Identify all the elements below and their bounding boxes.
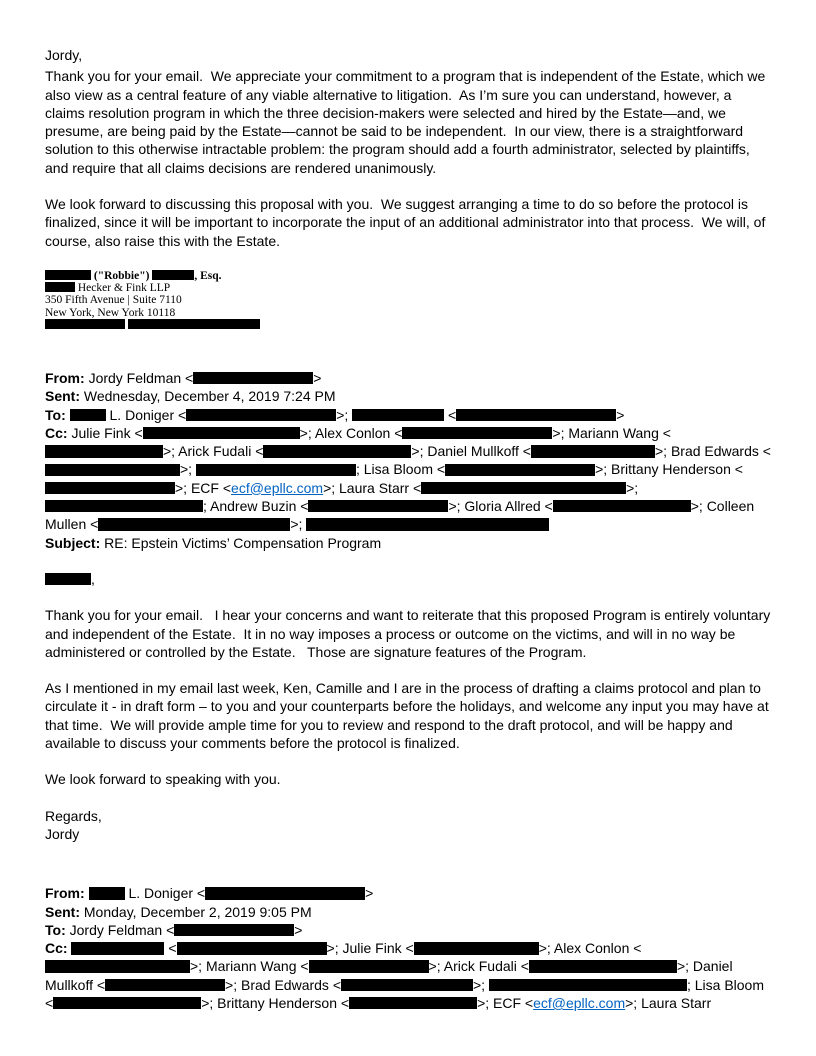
- text-run: >; Mariann Wang <: [190, 958, 309, 975]
- field-label: To:: [45, 921, 70, 938]
- redaction-bar: [152, 270, 194, 280]
- email-header-dec2: [45, 884, 771, 1012]
- redaction-bar: [341, 979, 473, 991]
- text-run: Wednesday, December 4, 2019 7:24 PM: [83, 388, 336, 405]
- redaction-bar: [45, 482, 175, 494]
- text-run: >; Brad Edwards <: [225, 976, 341, 993]
- header-cc-line: [45, 424, 771, 534]
- redaction-bar: [352, 409, 444, 421]
- field-label: Cc:: [45, 424, 72, 441]
- closing: Regards,: [45, 807, 102, 824]
- signature-contact-line: [45, 319, 771, 331]
- signoff: Jordy: [45, 825, 80, 842]
- redaction-bar: [529, 960, 677, 972]
- text-run: >: [294, 921, 303, 938]
- text-run: >; Mariann Wang <: [552, 424, 671, 441]
- redaction-bar: [489, 979, 687, 991]
- signature-firm-line: [45, 282, 771, 294]
- redaction-bar: [193, 372, 313, 384]
- text-run: ; Lisa Bloom <: [45, 976, 768, 1011]
- signature-name-line: [45, 270, 771, 282]
- text-run: >; Laura Starr: [625, 995, 712, 1011]
- header-cc-line: [45, 939, 771, 1012]
- redaction-bar: [45, 319, 125, 329]
- text-run: >;: [626, 479, 643, 496]
- header-subject-line: [45, 534, 771, 552]
- header-sent-line: [45, 387, 771, 405]
- redaction-bar: [445, 464, 595, 476]
- redaction-bar: [308, 500, 448, 512]
- redaction-bar: [71, 942, 164, 954]
- field-label: Subject:: [45, 534, 105, 551]
- text-run: Jordy Feldman <: [88, 369, 194, 386]
- email-header-dec4: [45, 369, 771, 552]
- redaction-bar: [186, 409, 336, 421]
- redaction-bar: [70, 409, 106, 421]
- header-sent-line: [45, 903, 771, 921]
- salutation: [45, 570, 771, 588]
- field-label: From:: [45, 885, 89, 902]
- text-run: >; Julie Fink <: [326, 940, 414, 957]
- redaction-bar: [414, 942, 539, 954]
- text-run: ,: [91, 570, 95, 587]
- redaction-bar: [45, 270, 91, 280]
- redaction-bar: [45, 464, 180, 476]
- paragraph: Thank you for your email. We appreciate your commitment to a program that is independent of the Estate, which we also view as a central feature of any viable alternative to litigation. As I’m sure you can understand, however, a claims resolution program in which the three decision-makers were selected and hired by the Estate—and, we presume, are being paid by the Estate—cannot be said to be independent. In our view, there is a straightforward solution to this otherwise intractable problem: the program should add a fourth administrator, selected by plaintiffs, and require that all claims decisions are rendered unanimously.: [45, 68, 770, 176]
- text-run: >; Gloria Allred <: [448, 498, 553, 515]
- header-from-line: [45, 369, 771, 387]
- redaction-bar: [263, 445, 411, 457]
- paragraph: Thank you for your email. I hear your concerns and want to reiterate that this proposed Program is entirely voluntary and independent of the Estate. It in no way imposes a process or outcome on the victims, and will in no way be administered or controlled by the Estate. Those are signature features of the Program.: [45, 607, 775, 660]
- redaction-bar: [45, 500, 203, 512]
- redaction-bar: [456, 409, 616, 421]
- text-run: >: [616, 406, 625, 423]
- redaction-bar: [143, 427, 300, 439]
- text-run: L. Doniger <: [105, 406, 187, 423]
- text-run: >; Brittany Henderson <: [595, 461, 743, 478]
- text-run: >;: [290, 516, 307, 533]
- redaction-bar: [421, 482, 626, 494]
- text-run: <: [444, 406, 457, 423]
- text-run: >; Daniel Mullkoff <: [411, 443, 531, 460]
- paragraph: We look forward to speaking with you.: [45, 771, 281, 788]
- signature-block: [45, 270, 771, 331]
- redaction-bar: [205, 887, 365, 899]
- redaction-bar: [309, 960, 429, 972]
- text-run: <: [164, 940, 177, 957]
- text-run: >; Alex Conlon <: [538, 940, 642, 957]
- text-run: Jordy Feldman <: [69, 921, 175, 938]
- text-run: >; Laura Starr <: [323, 479, 422, 496]
- redaction-bar: [98, 518, 290, 530]
- field-label: From:: [45, 369, 89, 386]
- redaction-bar: [553, 500, 691, 512]
- salutation: Jordy,: [45, 47, 83, 63]
- redaction-bar: [45, 445, 163, 457]
- text-run: >;: [180, 461, 196, 478]
- field-label: To:: [45, 406, 70, 423]
- text-run: ; Lisa Bloom <: [355, 461, 446, 478]
- redaction-bar: [45, 573, 91, 585]
- redaction-bar: [174, 924, 294, 936]
- text-run: >;: [336, 406, 353, 423]
- text-run: >; ECF <: [175, 479, 232, 496]
- email-body-dec4: [45, 570, 775, 843]
- header-to-line: [45, 921, 771, 939]
- text-run: >; ECF <: [477, 995, 534, 1011]
- text-run: >: [365, 885, 374, 902]
- text-run: >: [313, 369, 322, 386]
- paragraph: We look forward to discussing this proposal with you. We suggest arranging a time to do so before the protocol is finalized, since it will be important to incorporate the input of an additional administrator into that process. We will, of course, also raise this with the Estate.: [45, 196, 770, 249]
- email-link[interactable]: ecf@epllc.com: [231, 479, 324, 496]
- text-run: Monday, December 2, 2019 9:05 PM: [83, 903, 312, 920]
- email-link[interactable]: ecf@epllc.com: [533, 995, 626, 1011]
- redaction-bar: [402, 427, 552, 439]
- redaction-bar: [105, 979, 225, 991]
- header-to-line: [45, 406, 771, 424]
- text-run: ; Andrew Buzin <: [203, 498, 309, 515]
- redaction-bar: [306, 518, 549, 530]
- paragraph: As I mentioned in my email last week, Ken, Camille and I are in the process of drafting a claims protocol and plan to circulate it - in draft form – to you and your counterparts before the holidays, and welcome any input you may have at that time. We will provide ample time for you to review and respond to the draft protocol, and will be happy and available to discuss your comments before the protocol is finalized.: [45, 680, 773, 752]
- redaction-bar: [349, 997, 477, 1009]
- text-run: , Esq.: [194, 269, 222, 282]
- text-run: Julie Fink <: [71, 424, 143, 441]
- header-from-line: [45, 884, 771, 902]
- redaction-bar: [177, 942, 327, 954]
- text-run: RE: Epstein Victims’ Compensation Program: [104, 534, 382, 551]
- text-run: >; Brad Edwards <: [654, 443, 771, 460]
- email-top-body: [45, 46, 771, 331]
- text-run: >;: [473, 976, 489, 993]
- text-run: >; Daniel Mullkoff <: [45, 958, 737, 993]
- redaction-bar: [53, 997, 201, 1009]
- field-label: Sent:: [45, 388, 84, 405]
- redaction-bar: [89, 887, 125, 899]
- text-run: >; Arick Fudali <: [163, 443, 264, 460]
- text-run: >; Arick Fudali <: [428, 958, 529, 975]
- text-run: >; Brittany Henderson <: [201, 995, 350, 1011]
- signature-address-line: 350 Fifth Avenue | Suite 7110: [45, 294, 182, 307]
- text-run: Hecker & Fink LLP: [75, 282, 171, 295]
- text-run: >; Alex Conlon <: [299, 424, 403, 441]
- redaction-bar: [45, 960, 190, 972]
- redaction-bar: [128, 319, 260, 329]
- signature-city-line: New York, New York 10118: [45, 306, 176, 319]
- text-run: ("Robbie"): [91, 269, 153, 282]
- redaction-bar: [531, 445, 655, 457]
- redaction-bar: [196, 464, 356, 476]
- text-run: >; Colleen Mullen <: [45, 498, 759, 533]
- field-label: Cc:: [45, 940, 72, 957]
- field-label: Sent:: [45, 903, 84, 920]
- text-run: L. Doniger <: [124, 885, 206, 902]
- redaction-bar: [45, 282, 75, 292]
